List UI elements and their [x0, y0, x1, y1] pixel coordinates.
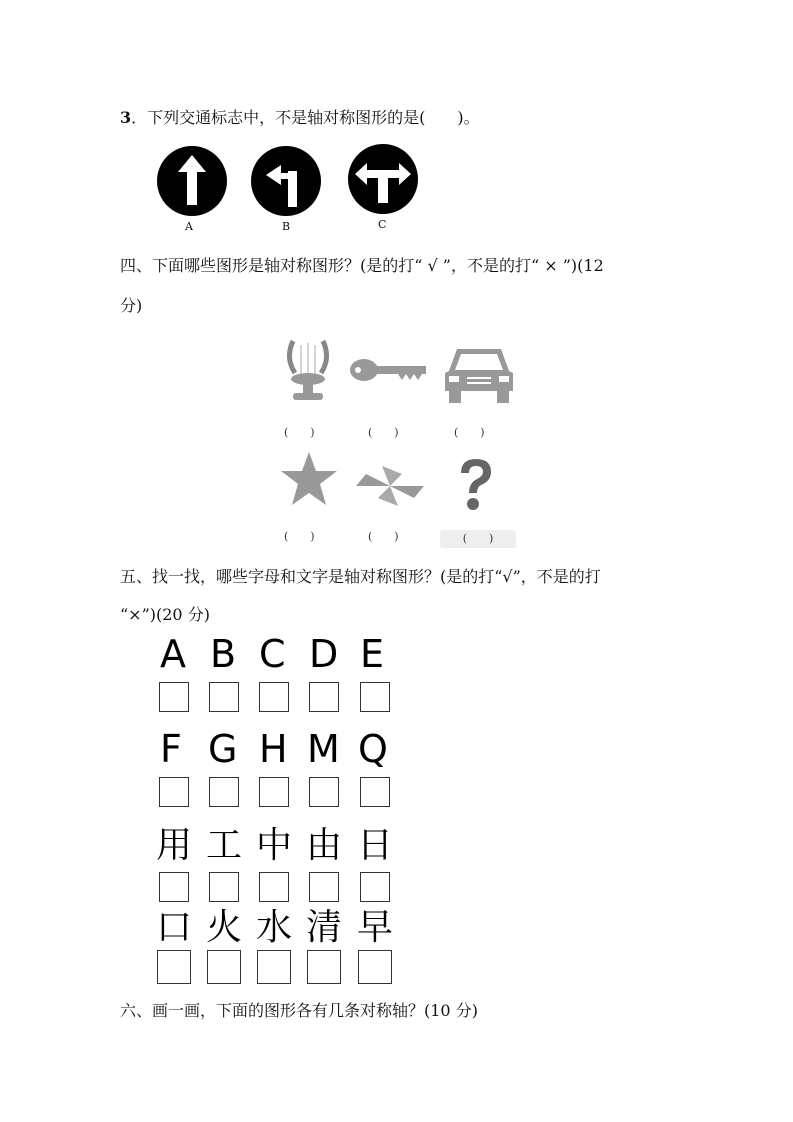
letter-c: C	[259, 632, 286, 676]
letter-a: A	[160, 632, 186, 676]
answer-box-q[interactable]	[360, 777, 390, 807]
left-right-arrow-icon	[347, 143, 419, 215]
char-qing: 清	[306, 907, 343, 948]
letter-q: Q	[358, 727, 388, 771]
answer-box-qing[interactable]	[307, 950, 341, 984]
straight-arrow-icon	[156, 145, 228, 217]
letter-f: F	[160, 727, 182, 771]
answer-box-gong[interactable]	[209, 872, 239, 902]
answer-box-a[interactable]	[159, 682, 189, 712]
char-yong: 用	[156, 825, 193, 866]
answer-box-kou[interactable]	[157, 950, 191, 984]
answer-box-ri[interactable]	[360, 872, 390, 902]
answer-paren-car[interactable]: ( )	[454, 426, 485, 439]
answer-box-yong[interactable]	[159, 872, 189, 902]
letter-e: E	[360, 632, 385, 676]
answer-box-m[interactable]	[309, 777, 339, 807]
char-shui: 水	[256, 907, 293, 948]
answer-paren-star[interactable]: ( )	[284, 530, 315, 543]
answer-box-zhong[interactable]	[259, 872, 289, 902]
letter-m: M	[307, 727, 340, 771]
char-ri: 日	[357, 825, 394, 866]
question-number: 3	[120, 108, 132, 127]
letter-d: D	[309, 632, 339, 676]
answer-box-e[interactable]	[360, 682, 390, 712]
letter-h: H	[259, 727, 288, 771]
answer-box-g[interactable]	[209, 777, 239, 807]
answer-box-d[interactable]	[309, 682, 339, 712]
star-icon	[279, 450, 339, 508]
section-4-instructions-cont: 分)	[120, 296, 143, 315]
answer-box-c[interactable]	[259, 682, 289, 712]
sign-label-c: C	[378, 218, 387, 231]
section-5-instructions: 五、找一找，哪些字母和文字是轴对称图形？(是的打“√”，不是的打	[120, 567, 601, 586]
letter-b: B	[210, 632, 237, 676]
answer-paren-key[interactable]: ( )	[368, 426, 399, 439]
letter-g: G	[208, 727, 238, 771]
answer-paren-lyre[interactable]: ( )	[284, 426, 315, 439]
char-you: 由	[306, 825, 343, 866]
lyre-icon	[283, 333, 333, 405]
answer-box-you[interactable]	[309, 872, 339, 902]
question-3	[120, 108, 480, 128]
answer-box-huo[interactable]	[207, 950, 241, 984]
question-mark-icon	[453, 455, 499, 513]
question-text: ．下列交通标志中，不是轴对称图形的是( )。	[131, 108, 480, 127]
answer-box-zao[interactable]	[358, 950, 392, 984]
char-huo: 火	[206, 907, 243, 948]
char-kou: 口	[156, 907, 193, 948]
char-zhong: 中	[256, 825, 293, 866]
sign-label-b: B	[282, 220, 291, 233]
answer-paren-pinwheel[interactable]: ( )	[368, 530, 399, 543]
key-icon	[348, 354, 430, 386]
char-gong: 工	[206, 825, 243, 866]
section-6-instructions: 六、画一画，下面的图形各有几条对称轴？(10 分)	[120, 1001, 478, 1020]
section-5-instructions-cont: “×”)(20 分)	[120, 605, 210, 624]
turn-left-arrow-icon	[250, 145, 322, 217]
answer-box-h[interactable]	[259, 777, 289, 807]
answer-box-b[interactable]	[209, 682, 239, 712]
answer-box-shui[interactable]	[257, 950, 291, 984]
answer-paren-question[interactable]: ( )	[440, 530, 516, 548]
answer-box-f[interactable]	[159, 777, 189, 807]
pinwheel-icon	[354, 464, 426, 508]
char-zao: 早	[357, 907, 394, 948]
car-icon	[443, 343, 515, 405]
section-4-instructions: 四、下面哪些图形是轴对称图形？(是的打“ √ ”，不是的打“ × ”)(12	[120, 256, 604, 275]
sign-label-a: A	[185, 220, 193, 233]
